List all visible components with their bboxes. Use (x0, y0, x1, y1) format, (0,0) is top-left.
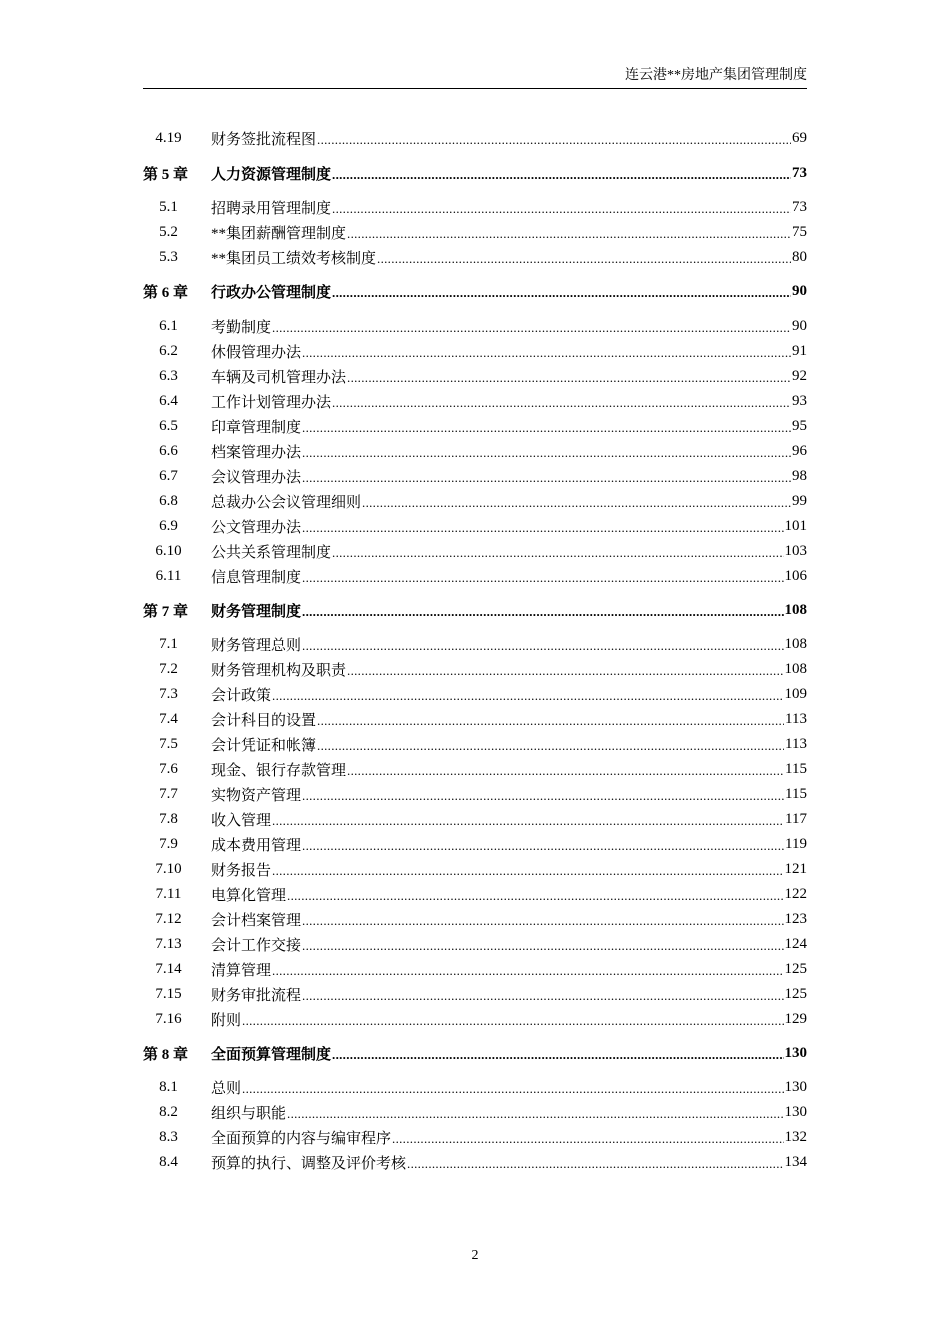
toc-dot-leader (302, 443, 791, 459)
toc-entry-number: 5.1 (159, 198, 178, 215)
toc-chapter-entry[interactable] (143, 1041, 807, 1065)
toc-entry-page-number: 90 (792, 282, 807, 299)
toc-entry-number: 7.6 (159, 760, 178, 777)
toc-entry-page-number: 108 (784, 660, 807, 677)
toc-entry-number: 7.16 (155, 1010, 182, 1027)
toc-section-entry[interactable] (143, 882, 807, 906)
toc-section-entry[interactable] (143, 707, 807, 731)
toc-entry-number: 6.5 (159, 417, 178, 434)
toc-entry-title: 电算化管理 (211, 887, 287, 904)
toc-section-entry[interactable] (143, 807, 807, 831)
toc-dot-leader (272, 318, 791, 334)
toc-entry-title: 信息管理制度 (211, 569, 302, 586)
toc-entry-page-number: 103 (784, 542, 807, 559)
toc-entry-number: 7.2 (159, 660, 178, 677)
toc-entry-page-number: 108 (784, 635, 807, 652)
toc-entry-number: 第 8 章 (143, 1046, 189, 1063)
toc-section-entry[interactable] (143, 657, 807, 681)
toc-section-entry[interactable] (143, 757, 807, 781)
toc-entry-title: 全面预算管理制度 (211, 1046, 332, 1063)
toc-dot-leader (362, 493, 791, 509)
toc-entry-title: 收入管理 (211, 812, 272, 829)
toc-entry-title: 车辆及司机管理办法 (211, 369, 347, 386)
toc-section-entry[interactable] (143, 414, 807, 438)
page-header (143, 64, 807, 89)
toc-entry-number: 4.19 (155, 129, 182, 146)
toc-section-entry[interactable] (143, 832, 807, 856)
toc-section-entry[interactable] (143, 732, 807, 756)
toc-section-entry[interactable] (143, 464, 807, 488)
toc-dot-leader (272, 686, 783, 702)
toc-entry-number: 7.3 (159, 685, 178, 702)
toc-entry-page-number: 99 (792, 492, 807, 509)
toc-entry-number: 第 5 章 (143, 166, 189, 183)
toc-entry-title: 财务管理制度 (211, 603, 302, 620)
toc-section-entry[interactable] (143, 245, 807, 269)
toc-dot-leader (272, 811, 784, 827)
toc-section-entry[interactable] (143, 907, 807, 931)
toc-dot-leader (302, 936, 783, 952)
toc-entry-page-number: 134 (784, 1153, 807, 1170)
toc-entry-page-number: 115 (785, 785, 807, 802)
toc-dot-leader (332, 1045, 783, 1061)
toc-entry-title: 休假管理办法 (211, 344, 302, 361)
toc-dot-leader (302, 911, 783, 927)
toc-section-entry[interactable] (143, 1150, 807, 1174)
toc-entry-number: 6.3 (159, 367, 178, 384)
toc-entry-title: 会议管理办法 (211, 469, 302, 486)
toc-section-entry[interactable] (143, 782, 807, 806)
toc-entry-page-number: 121 (784, 860, 807, 877)
toc-entry-title: 实物资产管理 (211, 787, 302, 804)
toc-entry-number: 7.12 (155, 910, 182, 927)
toc-entry-title: 会计科目的设置 (211, 712, 317, 729)
toc-entry-title: 会计工作交接 (211, 937, 302, 954)
toc-entry-page-number: 125 (784, 985, 807, 1002)
toc-entry-page-number: 113 (785, 710, 807, 727)
toc-entry-page-number: 129 (784, 1010, 807, 1027)
toc-entry-page-number: 75 (792, 223, 807, 240)
toc-dot-leader (317, 736, 784, 752)
toc-entry-title: 预算的执行、调整及评价考核 (211, 1155, 407, 1172)
toc-chapter-entry[interactable] (143, 598, 807, 622)
toc-section-entry[interactable] (143, 539, 807, 563)
toc-entry-title: 总裁办公会议管理细则 (211, 494, 362, 511)
toc-section-entry[interactable] (143, 632, 807, 656)
toc-dot-leader (302, 343, 791, 359)
toc-entry-page-number: 91 (792, 342, 807, 359)
toc-dot-leader (332, 283, 791, 299)
toc-entry-title: **集团薪酬管理制度 (211, 225, 347, 242)
toc-entry-page-number: 115 (785, 760, 807, 777)
toc-entry-title: 行政办公管理制度 (211, 284, 332, 301)
toc-entry-number: 7.9 (159, 835, 178, 852)
toc-entry-title: 档案管理办法 (211, 444, 302, 461)
toc-dot-leader (332, 165, 791, 181)
toc-dot-leader (302, 418, 791, 434)
toc-section-entry[interactable] (143, 489, 807, 513)
toc-section-entry[interactable] (143, 439, 807, 463)
toc-chapter-entry[interactable] (143, 161, 807, 185)
toc-dot-leader (302, 636, 783, 652)
toc-section-entry[interactable] (143, 314, 807, 338)
toc-entry-title: 考勤制度 (211, 319, 272, 336)
toc-section-entry[interactable] (143, 220, 807, 244)
toc-entry-title: 财务审批流程 (211, 987, 302, 1004)
toc-dot-leader (272, 961, 783, 977)
toc-entry-number: 7.5 (159, 735, 178, 752)
toc-entry-number: 8.4 (159, 1153, 178, 1170)
toc-dot-leader (392, 1129, 783, 1145)
toc-entry-page-number: 69 (792, 129, 807, 146)
toc-entry-title: 清算管理 (211, 962, 272, 979)
toc-entry-page-number: 124 (784, 935, 807, 952)
toc-entry-number: 6.4 (159, 392, 178, 409)
toc-entry-number: 第 7 章 (143, 603, 189, 620)
toc-section-entry[interactable] (143, 982, 807, 1006)
toc-dot-leader (347, 661, 783, 677)
toc-entry-title: 财务管理总则 (211, 637, 302, 654)
toc-section-entry[interactable] (143, 682, 807, 706)
toc-entry-number: 7.13 (155, 935, 182, 952)
toc-entry-number: 7.8 (159, 810, 178, 827)
toc-entry-number: 8.1 (159, 1078, 178, 1095)
toc-entry-page-number: 117 (785, 810, 807, 827)
toc-entry-page-number: 132 (784, 1128, 807, 1145)
toc-entry-number: 6.10 (155, 542, 182, 559)
toc-entry-title: **集团员工绩效考核制度 (211, 250, 377, 267)
toc-entry-number: 8.2 (159, 1103, 178, 1120)
toc-dot-leader (242, 1079, 783, 1095)
toc-dot-leader (317, 130, 791, 146)
toc-entry-page-number: 125 (784, 960, 807, 977)
toc-entry-page-number: 130 (784, 1044, 807, 1061)
toc-section-entry[interactable] (143, 1075, 807, 1099)
toc-section-entry[interactable] (143, 364, 807, 388)
toc-dot-leader (287, 1104, 783, 1120)
page-number: 2 (471, 1248, 479, 1263)
toc-entry-title: 财务签批流程图 (211, 131, 317, 148)
toc-dot-leader (347, 224, 791, 240)
toc-section-entry[interactable] (143, 339, 807, 363)
toc-entry-number: 7.10 (155, 860, 182, 877)
toc-entry-number: 5.3 (159, 248, 178, 265)
toc-entry-title: 成本费用管理 (211, 837, 302, 854)
toc-dot-leader (347, 368, 791, 384)
toc-entry-page-number: 90 (792, 317, 807, 334)
toc-entry-page-number: 119 (785, 835, 807, 852)
toc-dot-leader (302, 836, 784, 852)
toc-entry-number: 6.8 (159, 492, 178, 509)
toc-dot-leader (302, 986, 783, 1002)
toc-entry-page-number: 95 (792, 417, 807, 434)
toc-dot-leader (302, 602, 783, 618)
toc-dot-leader (302, 468, 791, 484)
toc-entry-number: 6.2 (159, 342, 178, 359)
toc-entry-page-number: 98 (792, 467, 807, 484)
toc-entry-number: 6.6 (159, 442, 178, 459)
toc-entry-title: 招聘录用管理制度 (211, 200, 332, 217)
toc-entry-title: 会计凭证和帐簿 (211, 737, 317, 754)
toc-entry-number: 5.2 (159, 223, 178, 240)
toc-entry-page-number: 73 (792, 198, 807, 215)
toc-dot-leader (302, 518, 783, 534)
toc-section-entry[interactable] (143, 957, 807, 981)
toc-entry-number: 7.11 (155, 885, 182, 902)
toc-entry-number: 7.4 (159, 710, 178, 727)
toc-entry-page-number: 92 (792, 367, 807, 384)
toc-entry-page-number: 130 (784, 1103, 807, 1120)
toc-section-entry[interactable] (143, 195, 807, 219)
toc-dot-leader (272, 861, 783, 877)
toc-entry-number: 6.9 (159, 517, 178, 534)
toc-section-entry[interactable] (143, 126, 807, 150)
toc-entry-title: 财务管理机构及职责 (211, 662, 347, 679)
toc-entry-title: 工作计划管理办法 (211, 394, 332, 411)
toc-entry-page-number: 106 (784, 567, 807, 584)
toc-entry-page-number: 93 (792, 392, 807, 409)
toc-entry-number: 7.1 (159, 635, 178, 652)
toc-dot-leader (302, 568, 783, 584)
toc-entry-page-number: 101 (784, 517, 807, 534)
toc-dot-leader (287, 886, 783, 902)
toc-entry-title: 印章管理制度 (211, 419, 302, 436)
toc-entry-title: 全面预算的内容与编审程序 (211, 1130, 392, 1147)
toc-dot-leader (332, 199, 791, 215)
toc-section-entry[interactable] (143, 389, 807, 413)
toc-section-entry[interactable] (143, 564, 807, 588)
header-title: 连云港**房地产集团管理制度 (625, 68, 807, 83)
toc-entry-title: 会计政策 (211, 687, 272, 704)
toc-dot-leader (347, 761, 784, 777)
toc-section-entry[interactable] (143, 857, 807, 881)
toc-dot-leader (332, 543, 783, 559)
toc-entry-page-number: 96 (792, 442, 807, 459)
toc-entry-number: 7.15 (155, 985, 182, 1002)
toc-entry-title: 总则 (211, 1080, 242, 1097)
toc-dot-leader (332, 393, 791, 409)
toc-entry-title: 人力资源管理制度 (211, 166, 332, 183)
toc-section-entry[interactable] (143, 1007, 807, 1031)
toc-entry-title: 公共关系管理制度 (211, 544, 332, 561)
toc-entry-title: 财务报告 (211, 862, 272, 879)
toc-entry-page-number: 109 (784, 685, 807, 702)
toc-entry-page-number: 130 (784, 1078, 807, 1095)
toc-entry-number: 7.14 (155, 960, 182, 977)
toc-section-entry[interactable] (143, 514, 807, 538)
toc-section-entry[interactable] (143, 1125, 807, 1149)
toc-dot-leader (377, 249, 791, 265)
toc-section-entry[interactable] (143, 932, 807, 956)
toc-entry-title: 组织与职能 (211, 1105, 287, 1122)
toc-section-entry[interactable] (143, 1100, 807, 1124)
toc-entry-number: 第 6 章 (143, 284, 189, 301)
toc-entry-number: 6.1 (159, 317, 178, 334)
toc-entry-title: 附则 (211, 1012, 242, 1029)
toc-dot-leader (242, 1011, 783, 1027)
toc-entry-page-number: 113 (785, 735, 807, 752)
toc-dot-leader (407, 1154, 783, 1170)
toc-chapter-entry[interactable] (143, 279, 807, 303)
toc-entry-title: 现金、银行存款管理 (211, 762, 347, 779)
toc-entry-page-number: 108 (784, 601, 807, 618)
toc-dot-leader (302, 786, 784, 802)
toc-entry-title: 公文管理办法 (211, 519, 302, 536)
toc-dot-leader (317, 711, 784, 727)
toc-entry-page-number: 122 (784, 885, 807, 902)
toc-entry-number: 8.3 (159, 1128, 178, 1145)
toc-entry-number: 6.11 (155, 567, 182, 584)
toc-entry-number: 6.7 (159, 467, 178, 484)
toc-entry-page-number: 80 (792, 248, 807, 265)
toc-entry-title: 会计档案管理 (211, 912, 302, 929)
toc-entry-number: 7.7 (159, 785, 178, 802)
toc-entry-page-number: 123 (784, 910, 807, 927)
toc-entry-page-number: 73 (792, 164, 807, 181)
